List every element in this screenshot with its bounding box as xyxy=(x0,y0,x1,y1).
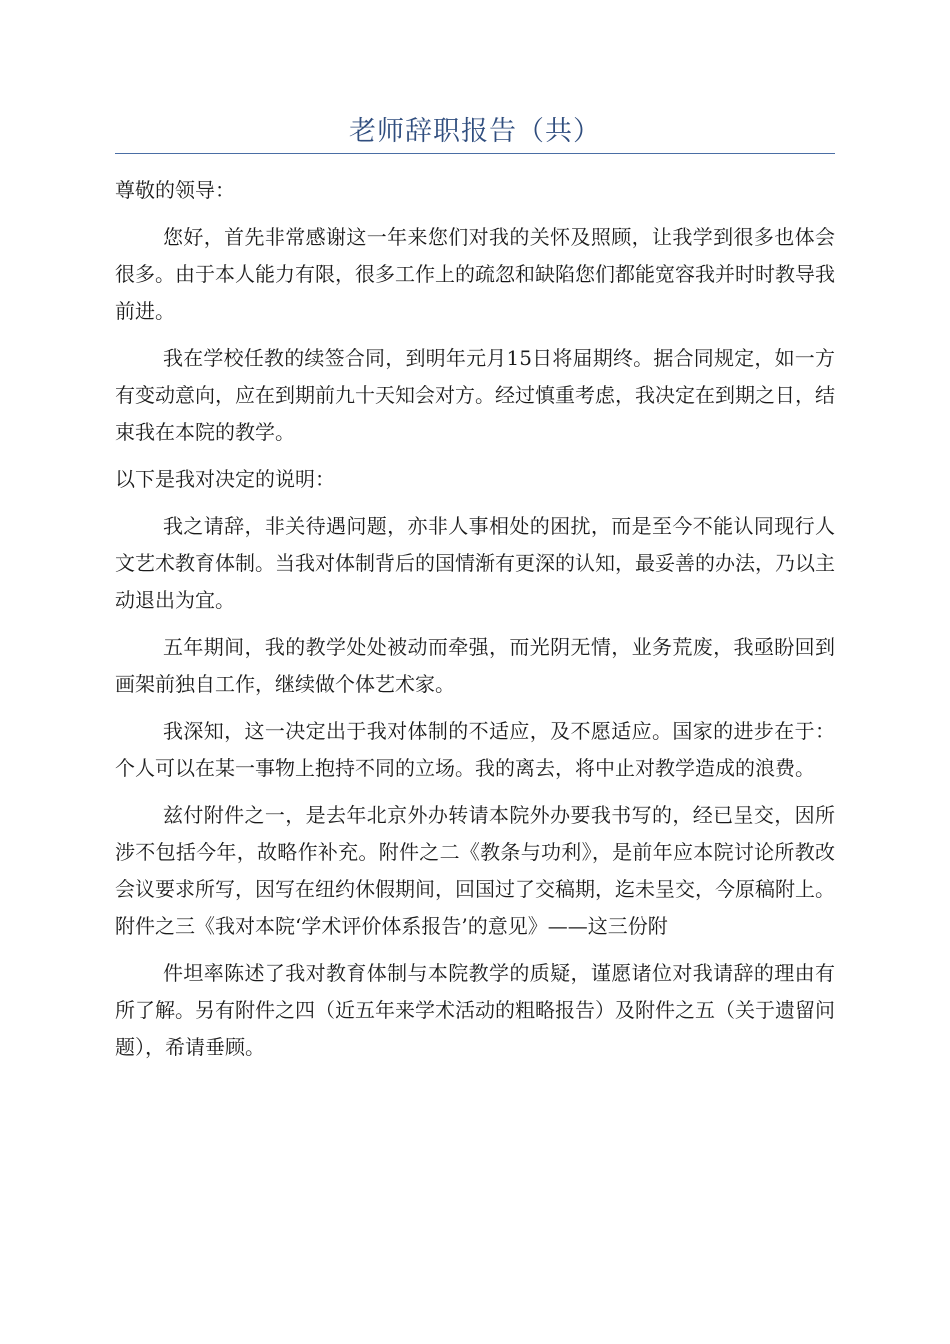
paragraph: 兹付附件之一，是去年北京外办转请本院外办要我书写的，经已呈交，因所涉不包括今年，故略作补充。附件之二《教条与功利》，是前年应本院讨论所教改会议要求所写，因写在纽约休假期间，回国过了交稿期，迄未呈交，今原稿附上。附件之三《我对本院‘学术评价体系报告’的意见》——这三份附 xyxy=(115,803,835,938)
paragraph: 我在学校任教的续签合同，到明年元月15日将届期终。据合同规定，如一方有变动意向，应在到期前九十天知会对方。经过慎重考虑，我决定在到期之日，结束我在本院的教学。 xyxy=(115,346,835,444)
paragraph: 我深知，这一决定出于我对体制的不适应，及不愿适应。国家的进步在于：个人可以在某一事物上抱持不同的立场。我的离去，将中止对教学造成的浪费。 xyxy=(115,719,835,780)
document-body xyxy=(115,172,835,1076)
document-title: 老师辞职报告（共） xyxy=(349,116,601,147)
salutation: 尊敬的领导： xyxy=(115,178,235,202)
title-underline xyxy=(115,153,835,154)
paragraph: 您好，首先非常感谢这一年来您们对我的关怀及照顾，让我学到很多也体会很多。由于本人能力有限，很多工作上的疏忽和缺陷您们都能宽容我并时时教导我前进。 xyxy=(115,225,835,323)
paragraph: 我之请辞，非关待遇问题，亦非人事相处的困扰，而是至今不能认同现行人文艺术教育体制。当我对体制背后的国情渐有更深的认知，最妥善的办法，乃以主动退出为宜。 xyxy=(115,514,835,612)
paragraph: 五年期间，我的教学处处被动而牵强，而光阴无情，业务荒废，我亟盼回到画架前独自工作，继续做个体艺术家。 xyxy=(115,635,835,696)
paragraph: 件坦率陈述了我对教育体制与本院教学的质疑，谨愿诸位对我请辞的理由有所了解。另有附件之四（近五年来学术活动的粗略报告）及附件之五（关于遗留问题），希请垂顾。 xyxy=(115,961,835,1059)
paragraph: 以下是我对决定的说明： xyxy=(115,467,335,491)
